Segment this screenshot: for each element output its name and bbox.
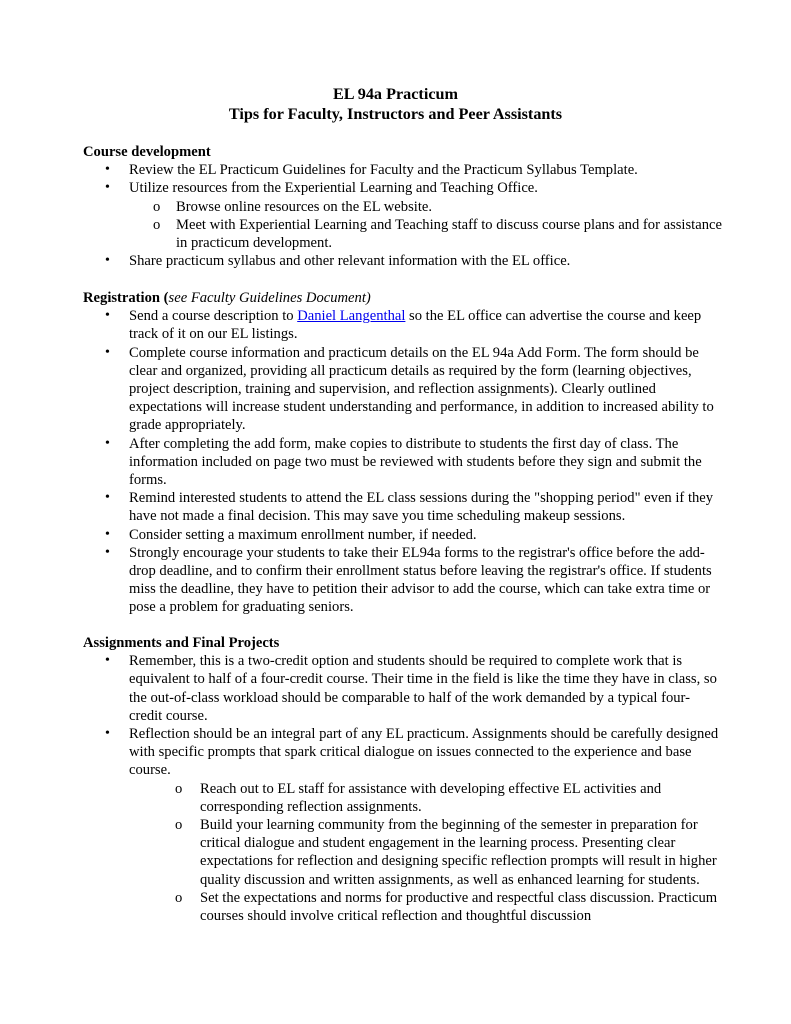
bullet-icon: • xyxy=(105,180,110,196)
list-item-text: Share practicum syllabus and other relevant information with the EL office. xyxy=(129,253,571,270)
sub-bullet-icon: o xyxy=(175,780,183,797)
list-item-text: Set the expectations and norms for productive and respectful class discussion. Practicum courses should involve critical reflection and thoughtful discussion xyxy=(200,889,718,925)
sub-list-item xyxy=(83,889,723,925)
list-item-text: Utilize resources from the Experiential Learning and Teaching Office. xyxy=(129,180,538,197)
bullet-icon: • xyxy=(105,253,110,269)
list-item-text: Browse online resources on the EL website. xyxy=(176,198,432,215)
bullet-icon: • xyxy=(105,544,110,560)
list-item xyxy=(83,307,723,343)
list-item xyxy=(83,435,723,490)
title-line-2: Tips for Faculty, Instructors and Peer Assistants xyxy=(228,105,563,123)
list-item xyxy=(83,526,723,544)
bullet-icon: • xyxy=(105,490,110,506)
list-item xyxy=(83,489,723,525)
list-item xyxy=(83,344,723,435)
list-item xyxy=(83,161,723,179)
document-title xyxy=(0,84,791,124)
bullet-list xyxy=(83,307,723,616)
sub-bullet-icon: o xyxy=(153,198,161,215)
bullet-icon: • xyxy=(105,653,110,669)
list-item xyxy=(83,725,723,780)
sub-bullet-icon: o xyxy=(153,216,161,233)
list-item xyxy=(83,544,723,617)
section-heading: Course development xyxy=(83,144,211,160)
list-item-text: Remember, this is a two-credit option and students should be required to complete work that is equivalent to half of a four-credit course. Their time in the field is like the time they have in class, so the out-of-class workload should be comparable to half of the work demanded by a typical four-credit course. xyxy=(129,653,717,724)
list-item-text: Reflection should be an integral part of any EL practicum. Assignments should be carefully designed with specific prompts that spark critical dialogue on issues connected to the experience and base course. xyxy=(129,726,719,779)
heading-italic-note: see Faculty Guidelines Document) xyxy=(168,290,371,306)
section-heading xyxy=(83,289,723,307)
sub-bullet-icon: o xyxy=(175,817,183,834)
contact-link[interactable]: Daniel Langenthal xyxy=(297,308,406,325)
list-item-text: Build your learning community from the beginning of the semester in preparation for critical dialogue and student engagement in the learning process. Presenting clear expectations for reflection and designing specific reflection prompts will result in higher quality discussion and written assignments, as well as enhanced learning for students. xyxy=(200,817,717,888)
bullet-icon: • xyxy=(105,162,110,178)
bullet-icon: • xyxy=(105,526,110,542)
bullet-icon: • xyxy=(105,308,110,324)
heading-text: Registration xyxy=(83,290,161,306)
bullet-list xyxy=(83,161,723,270)
bullet-list xyxy=(83,652,723,925)
list-item-text-before: Send a course description to xyxy=(129,308,298,325)
list-item-text: Review the EL Practicum Guidelines for Faculty and the Practicum Syllabus Template. xyxy=(129,162,638,179)
list-item-text: Strongly encourage your students to take their EL94a forms to the registrar's office before the add-drop deadline, and to confirm their enrollment status before leaving the registrar's office. If students miss the deadline, they have to petition their advisor to add the course, which can take extra time or pose a problem for graduating seniors. xyxy=(129,544,712,616)
heading-paren: ( xyxy=(160,290,169,306)
list-item xyxy=(83,652,723,725)
list-item-text: After completing the add form, make copies to distribute to students the first day of class. The information included on page two must be reviewed with students before they sign and submit the forms. xyxy=(129,435,702,489)
sub-list-item xyxy=(83,780,723,816)
section-heading: Assignments and Final Projects xyxy=(83,635,280,651)
sub-list-item xyxy=(83,816,723,889)
sub-list-item xyxy=(83,216,723,252)
bullet-icon: • xyxy=(105,726,110,742)
list-item-text: Reach out to EL staff for assistance with developing effective EL activities and corresponding reflection assignments. xyxy=(200,780,662,815)
section-registration xyxy=(83,289,723,617)
sub-bullet-icon: o xyxy=(175,889,183,906)
list-item-text: Consider setting a maximum enrollment number, if needed. xyxy=(129,526,477,543)
list-item-text: Remind interested students to attend the EL class sessions during the "shopping period" even if they have not made a final decision. This may save you time scheduling makeup sessions. xyxy=(129,490,714,525)
list-item-text: Complete course information and practicum details on the EL 94a Add Form. The form should be clear and organized, providing all practicum details as required by the form (learning objectives, project description, training and supervision, and reflection assignments). Clearly outlined expectations will increase student understanding and performance, in addition to increased ability to grade appropriately. xyxy=(129,344,714,434)
sub-list-item xyxy=(83,198,723,216)
title-line-1: EL 94a Practicum xyxy=(333,85,458,103)
list-item-text: Meet with Experiential Learning and Teaching staff to discuss course plans and for assistance in practicum development. xyxy=(176,216,722,252)
bullet-icon: • xyxy=(105,344,110,360)
list-item xyxy=(83,179,723,197)
section-course-development xyxy=(83,143,723,270)
bullet-icon: • xyxy=(105,435,110,451)
list-item-text-after: so the EL office can advertise the course and keep track of it on our EL listings. xyxy=(129,308,702,343)
list-item xyxy=(83,252,723,270)
section-assignments xyxy=(83,634,723,925)
